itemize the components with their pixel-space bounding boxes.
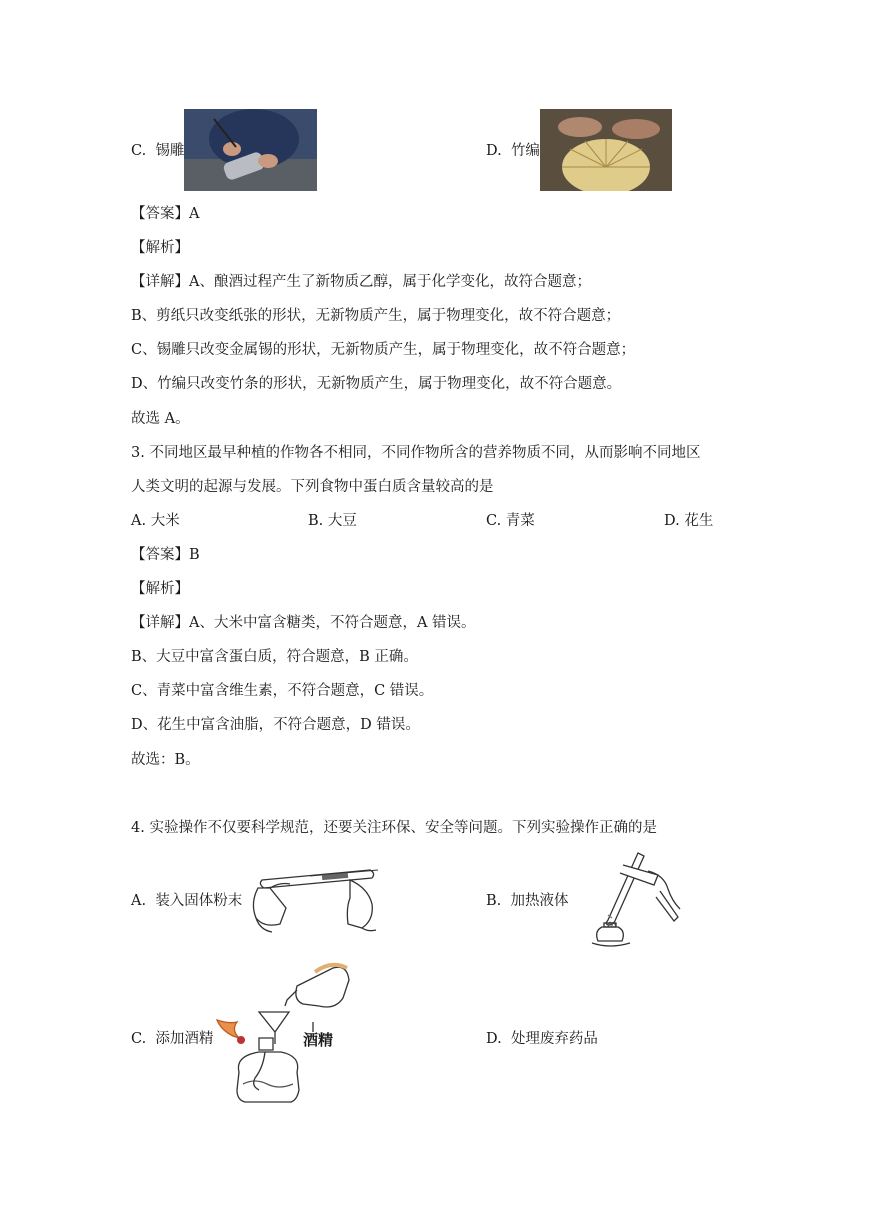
q3-stem-line1: 3. 不同地区最早种植的作物各不相同，不同作物所含的营养物质不同，从而影响不同地区 xyxy=(131,445,701,461)
adding-alcohol-illustration xyxy=(215,960,360,1110)
q2-answer: 【答案】A xyxy=(131,206,200,222)
q3-option-b: B. 大豆 xyxy=(308,513,357,529)
q3-detail-d: D、花生中富含油脂，不符合题意，D 错误。 xyxy=(131,717,420,733)
q3-detail-c: C、青菜中富含维生素，不符合题意，C 错误。 xyxy=(131,683,434,699)
q3-option-a: A. 大米 xyxy=(131,513,180,529)
q3-option-c: C. 青菜 xyxy=(486,513,535,529)
powder-loading-illustration xyxy=(250,858,385,933)
q4-stem: 4. 实验操作不仅要科学规范，还要关注环保、安全等问题。下列实验操作正确的是 xyxy=(131,820,657,836)
option-d-label: D. 竹编 xyxy=(486,143,540,159)
q2-detail-b: B、剪纸只改变纸张的形状，无新物质产生，属于物理变化，故不符合题意； xyxy=(131,308,621,324)
tin-carving-photo xyxy=(184,109,317,191)
q3-analysis-heading: 【解析】 xyxy=(131,581,189,597)
q4-option-d-label: D. 处理废弃药品 xyxy=(486,1031,598,1047)
q3-detail-b: B、大豆中富含蛋白质，符合题意，B 正确。 xyxy=(131,649,418,665)
q4-option-b-label: B. 加热液体 xyxy=(486,893,569,909)
heating-liquid-illustration xyxy=(568,845,683,955)
q4-option-c-label: C. 添加酒精 xyxy=(131,1031,214,1047)
q2-detail-a: 【详解】A、酿酒过程产生了新物质乙醇，属于化学变化，故符合题意； xyxy=(131,274,591,290)
q2-detail-d: D、竹编只改变竹条的形状，无新物质产生，属于物理变化，故不符合题意。 xyxy=(131,376,622,392)
q3-detail-a: 【详解】A、大米中富含糖类，不符合题意，A 错误。 xyxy=(131,615,476,631)
q2-choice: 故选 A。 xyxy=(131,411,190,427)
q3-answer: 【答案】B xyxy=(131,547,200,563)
bamboo-weaving-photo xyxy=(540,109,672,191)
alcohol-bottle-label: 酒精 xyxy=(303,1031,334,1049)
q4-option-a-label: A. 装入固体粉末 xyxy=(131,893,243,909)
q3-stem-line2: 人类文明的起源与发展。下列食物中蛋白质含量较高的是 xyxy=(131,479,494,495)
q2-analysis-heading: 【解析】 xyxy=(131,240,189,256)
q3-choice: 故选：B。 xyxy=(131,752,200,768)
q3-option-d: D. 花生 xyxy=(664,513,714,529)
q2-detail-c: C、锡雕只改变金属锡的形状，无新物质产生，属于物理变化，故不符合题意； xyxy=(131,342,636,358)
option-c-label: C. 锡雕 xyxy=(131,143,185,159)
